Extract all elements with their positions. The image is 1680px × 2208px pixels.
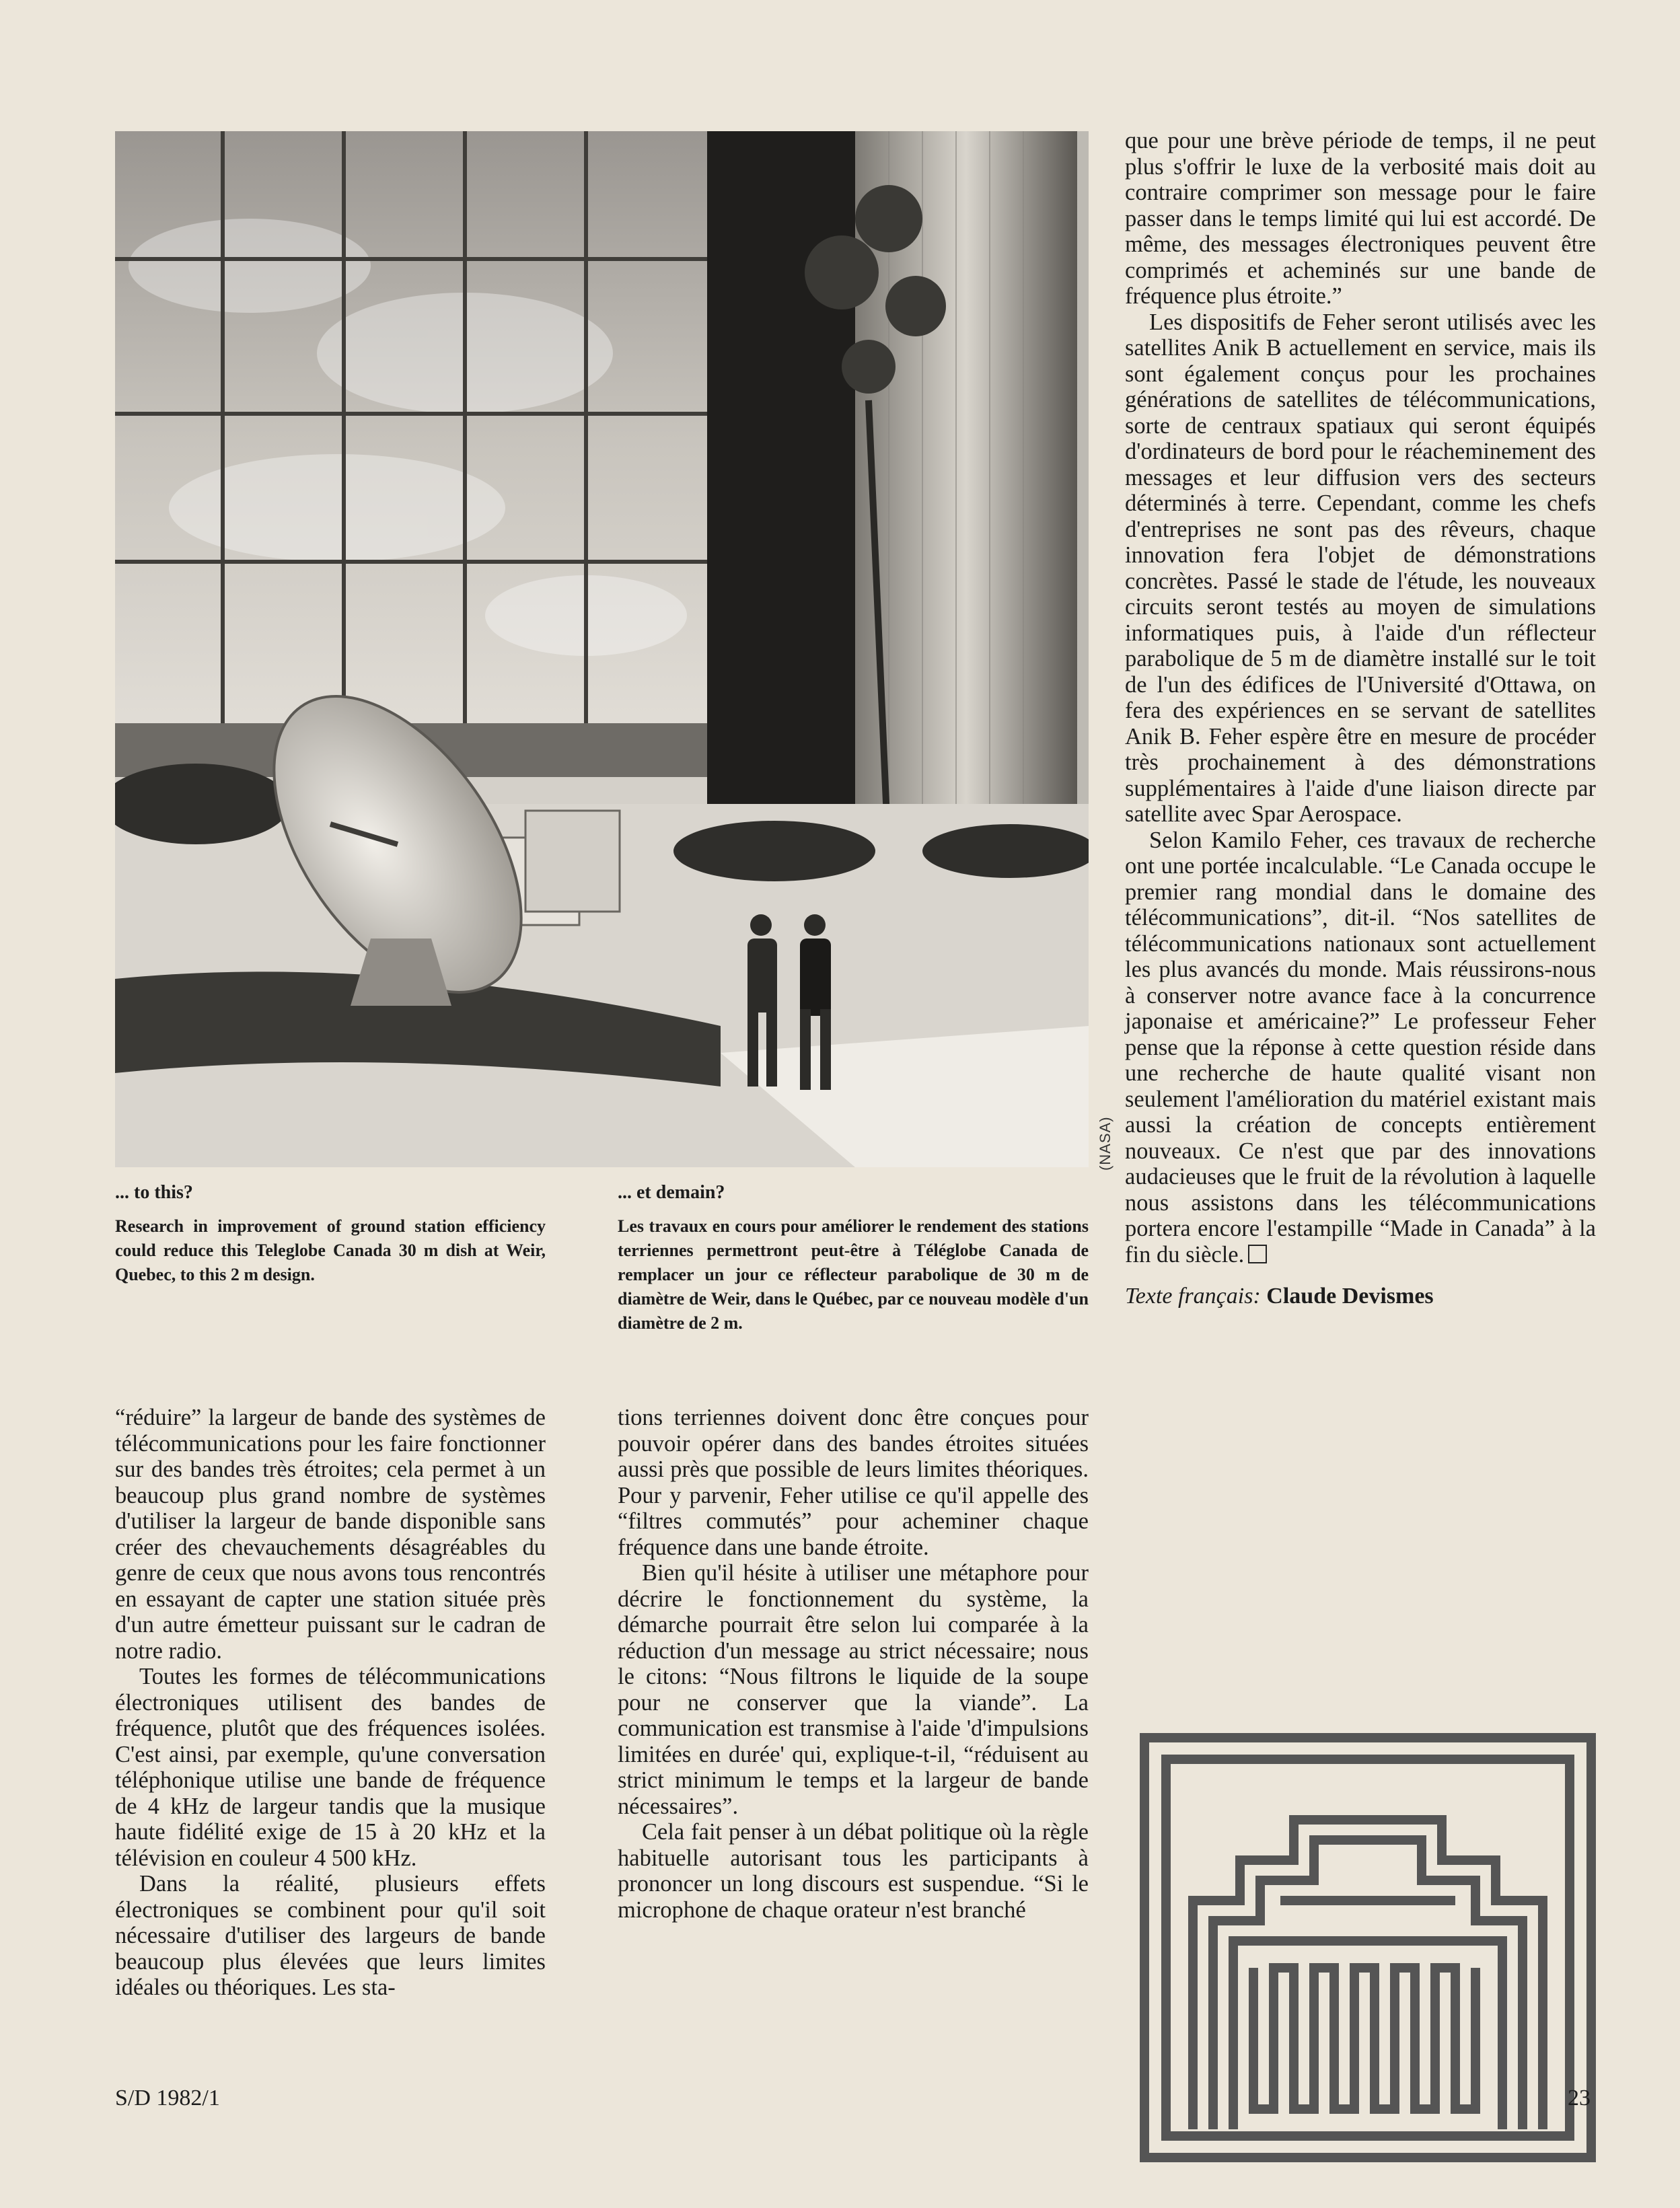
paragraph: Bien qu'il hésite à utiliser une métaphore pour décrire le fonctionnement du système, la démarche pourrait être selon lui comparée à la réduction d'un message au strict nécessaire; nous le citons: “Nous filtrons le liquide de la soupe pour ne conserver que la viande”. La communication est transmise à l'aide 'd'impulsions limitées en durée' qui, explique-t-il, “réduisent au strict minimum le temps et la largeur de bande nécessaires”.	[618, 1560, 1089, 1819]
illustration-dish-building	[115, 131, 1089, 1167]
caption-english	[115, 1181, 546, 1287]
building-maze-logo-icon	[1139, 1732, 1597, 2163]
footer-issue: S/D 1982/1	[115, 2086, 220, 2110]
caption-french	[618, 1181, 1089, 1335]
caption-french-text: Les travaux en cours pour améliorer le rendement des stations terriennes permettront peut-être à Téléglobe Canada de remplacer un jour ce réflecteur parabolique de 30 m de diamètre de Weir, dans le Québec, par ce nouveau modèle d'un diamètre de 2 m.	[618, 1216, 1089, 1333]
translator-credit	[1125, 1284, 1596, 1310]
paragraph: Cela fait penser à un débat politique où la règle habituelle autorisant tous les participants à prononcer un long discours est suspendue. “Si le microphone de chaque orateur n'est branché	[618, 1819, 1089, 1923]
paragraph: que pour une brève période de temps, il ne peut plus s'offrir le luxe de la verbosité mais doit au contraire comprimer son message pour le faire passer dans le temps limité qui lui est accordé. De même, des messages électroniques peuvent être comprimés et acheminés sur une bande de fréquence plus étroite.”	[1125, 128, 1596, 309]
page-number: 23	[1568, 2086, 1591, 2110]
paragraph: Toutes les formes de télécommunications électroniques utilisent des bandes de fréquence, plutôt que des fréquences isolées. C'est ainsi, par exemple, qu'une conversation téléphonique utilise une bande de fréquence de 4 kHz de largeur tandis que la musique haute fidélité exige de 15 à 20 kHz et la télévision en couleur 4 500 kHz.	[115, 1664, 546, 1871]
end-of-article-icon	[1248, 1245, 1267, 1263]
paragraph-text: Selon Kamilo Feher, ces travaux de recherche ont une portée incalculable. “Le Canada occupe le premier rang mondial dans le domaine des télécommunications”, dit-il. “Nos satellites de télécommunications nationaux sont actuellement les plus avancés du monde. Mais réussirons-nous à conserver notre avance face à la concurrence japonaise et américaine?” Le professeur Feher pense que la réponse à cette question réside dans une recherche de haute qualité visant non seulement l'amélioration du matériel existant mais aussi la création de concepts entièrement nouveaux. Ce n'est que par des innovations audacieuses que le fruit de la révolution à laquelle nous assistons dans les télécommunications portera encore l'estampille “Made in Canada” à la fin du siècle.	[1125, 827, 1596, 1267]
article-column-1	[115, 1405, 546, 2001]
article-column-2	[618, 1405, 1089, 1923]
translator-name: Claude Devismes	[1266, 1284, 1434, 1309]
caption-french-title: ... et demain?	[618, 1182, 725, 1203]
paragraph: “réduire” la largeur de bande des systèmes de télécommunications pour les faire fonctionner sur des bandes très étroites; cela permet à un beaucoup plus grand nombre de systèmes d'utiliser la largeur de bande disponible sans créer des chevauchements désagréables du genre de ceux que nous avons tous rencontrés en essayant de capter une station située près d'un autre émetteur puissant sur le cadran de notre radio.	[115, 1405, 546, 1664]
photo-credit: (NASA)	[1097, 1116, 1113, 1171]
paragraph: tions terriennes doivent donc être conçues pour pouvoir opérer dans des bandes étroites situées aussi près que possible de leurs limites théoriques. Pour y parvenir, Feher utilise ce qu'il appelle des “filtres commutés” pour acheminer chaque fréquence dans une bande étroite.	[618, 1405, 1089, 1560]
illustration-graphic	[115, 131, 1089, 1167]
paragraph	[1125, 827, 1596, 1268]
caption-english-title: ... to this?	[115, 1182, 193, 1203]
translator-label: Texte français:	[1125, 1284, 1261, 1309]
logo-graphic	[1139, 1732, 1597, 2163]
paragraph: Dans la réalité, plusieurs effets électroniques se combinent pour qu'il soit nécessaire d'utiliser des largeurs de bande beaucoup plus élevées que leurs limites idéales ou théoriques. Les sta-	[115, 1871, 546, 2000]
article-column-3	[1125, 128, 1596, 1310]
caption-english-text: Research in improvement of ground station efficiency could reduce this Teleglobe Canada 30 m dish at Weir, Quebec, to this 2 m design.	[115, 1216, 546, 1284]
paragraph: Les dispositifs de Feher seront utilisés avec les satellites Anik B actuellement en service, mais ils sont également conçus pour les prochaines générations de satellites de télécommunications, sorte de centraux spatiaux qui seront équipés d'ordinateurs de bord pour le réacheminement des messages et leur diffusion vers des secteurs déterminés à terre. Cependant, comme les chefs d'entreprises ne sont pas des rêveurs, chaque innovation fera l'objet de démonstrations concrètes. Passé le stade de l'étude, les nouveaux circuits seront testés au moyen de simulations informatiques puis, à l'aide d'un réflecteur parabolique de 5 m de diamètre installé sur le toit de l'un des édifices de l'Université d'Ottawa, on fera des expériences en se servant de satellites Anik B. Feher espère être en mesure de procéder très prochainement à des démonstrations supplémentaires à l'aide d'une liaison directe par satellite avec Spar Aerospace.	[1125, 309, 1596, 827]
